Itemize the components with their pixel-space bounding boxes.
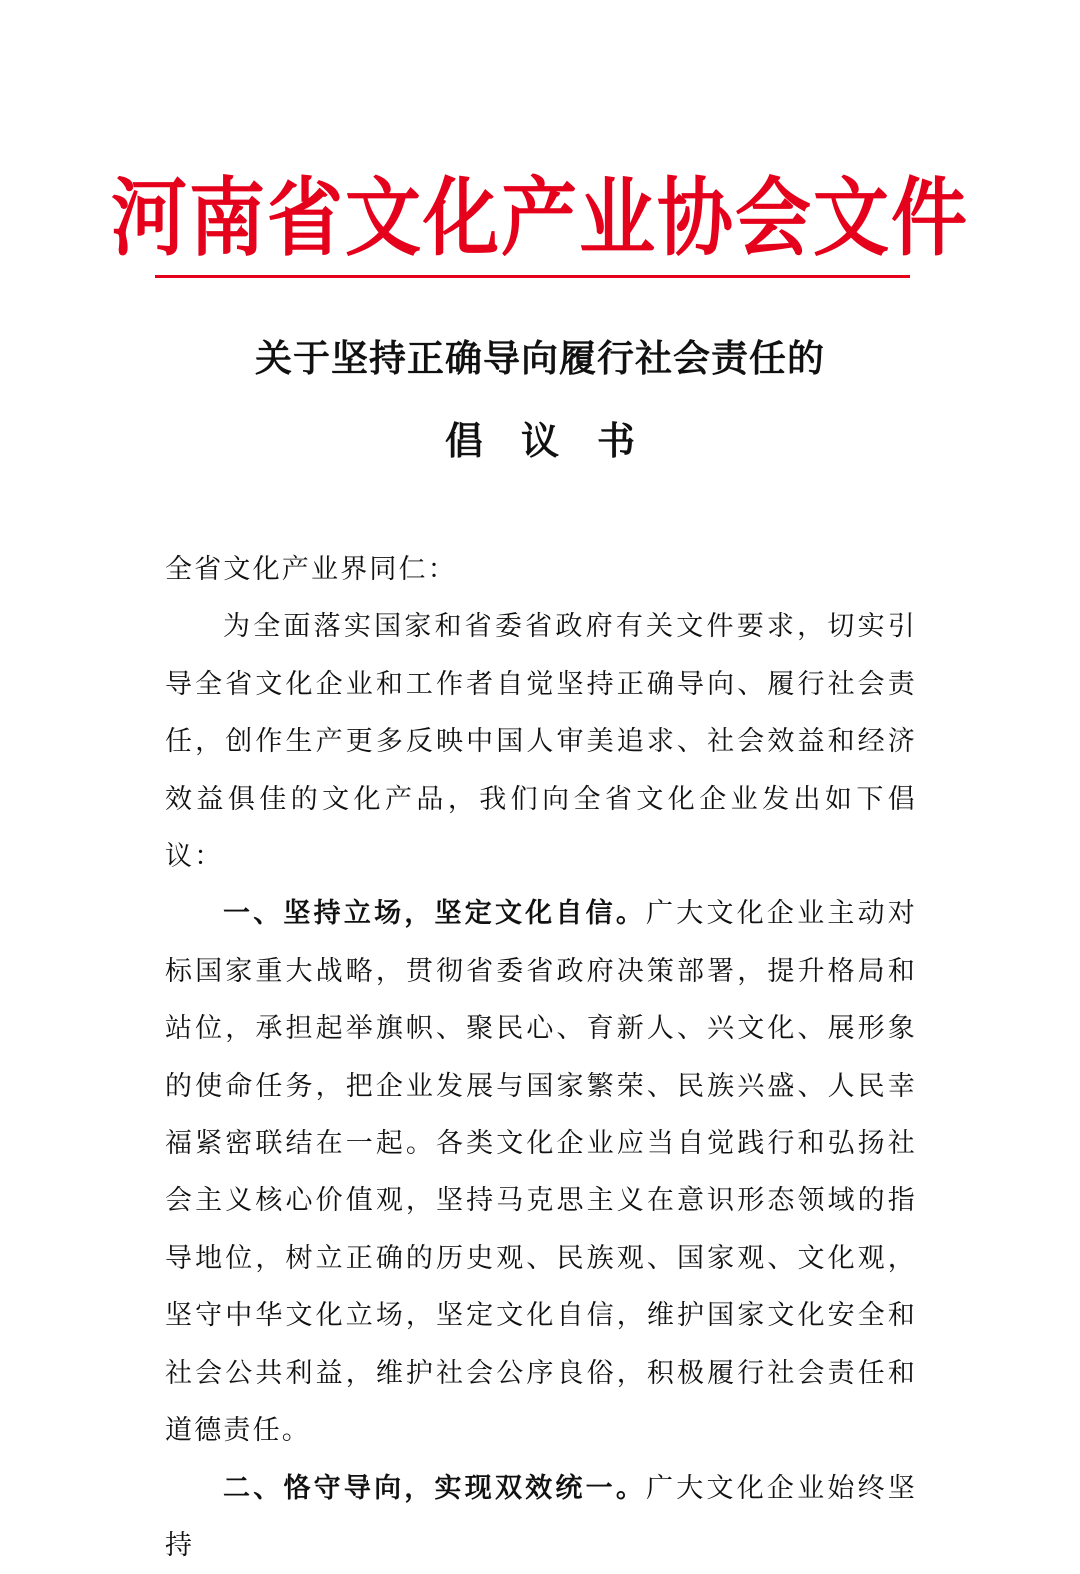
section-body-1: 广大文化企业主动对标国家重大战略，贯彻省委省政府决策部署，提升格局和站位，承担起举旗帜、聚民心、育新人、兴文化、展形象的使命任务，把企业发展与国家繁荣、民族兴盛、人民幸福紧密联结在一起。各类文化企业应当自觉践行和弘扬社会主义核心价值观，坚持马克思主义在意识形态领域的指导地位，树立正确的历史观、民族观、国家观、文化观，坚守中华文化立场，坚定文化自信，维护国家文化安全和社会公共利益，维护社会公序良俗，积极履行社会责任和道德责任。 (165, 898, 917, 1446)
document-masthead: 河南省文化产业协会文件 (0, 150, 1080, 272)
document-title-line2: 倡议书 (0, 410, 1080, 465)
intro-paragraph: 为全面落实国家和省委省政府有关文件要求，切实引导全省文化企业和工作者自觉坚持正确导向、履行社会责任，创作生产更多反映中国人审美追求、社会效益和经济效益俱佳的文化产品，我们向全省文化企业发出如下倡议： (165, 598, 917, 885)
document-title-line1: 关于坚持正确导向履行社会责任的 (0, 328, 1080, 382)
section-paragraph-2 (165, 1460, 917, 1574)
section-heading-2: 二、恪守导向，实现双效统一。 (223, 1473, 646, 1504)
section-heading-1: 一、坚持立场，坚定文化自信。 (223, 898, 646, 929)
section-paragraph-1 (165, 885, 917, 1459)
document-body (165, 541, 917, 1574)
section-body-2: 广大文化企业始终坚持 (165, 1473, 917, 1561)
salutation: 全省文化产业界同仁： (165, 541, 917, 598)
masthead-divider (155, 275, 910, 278)
